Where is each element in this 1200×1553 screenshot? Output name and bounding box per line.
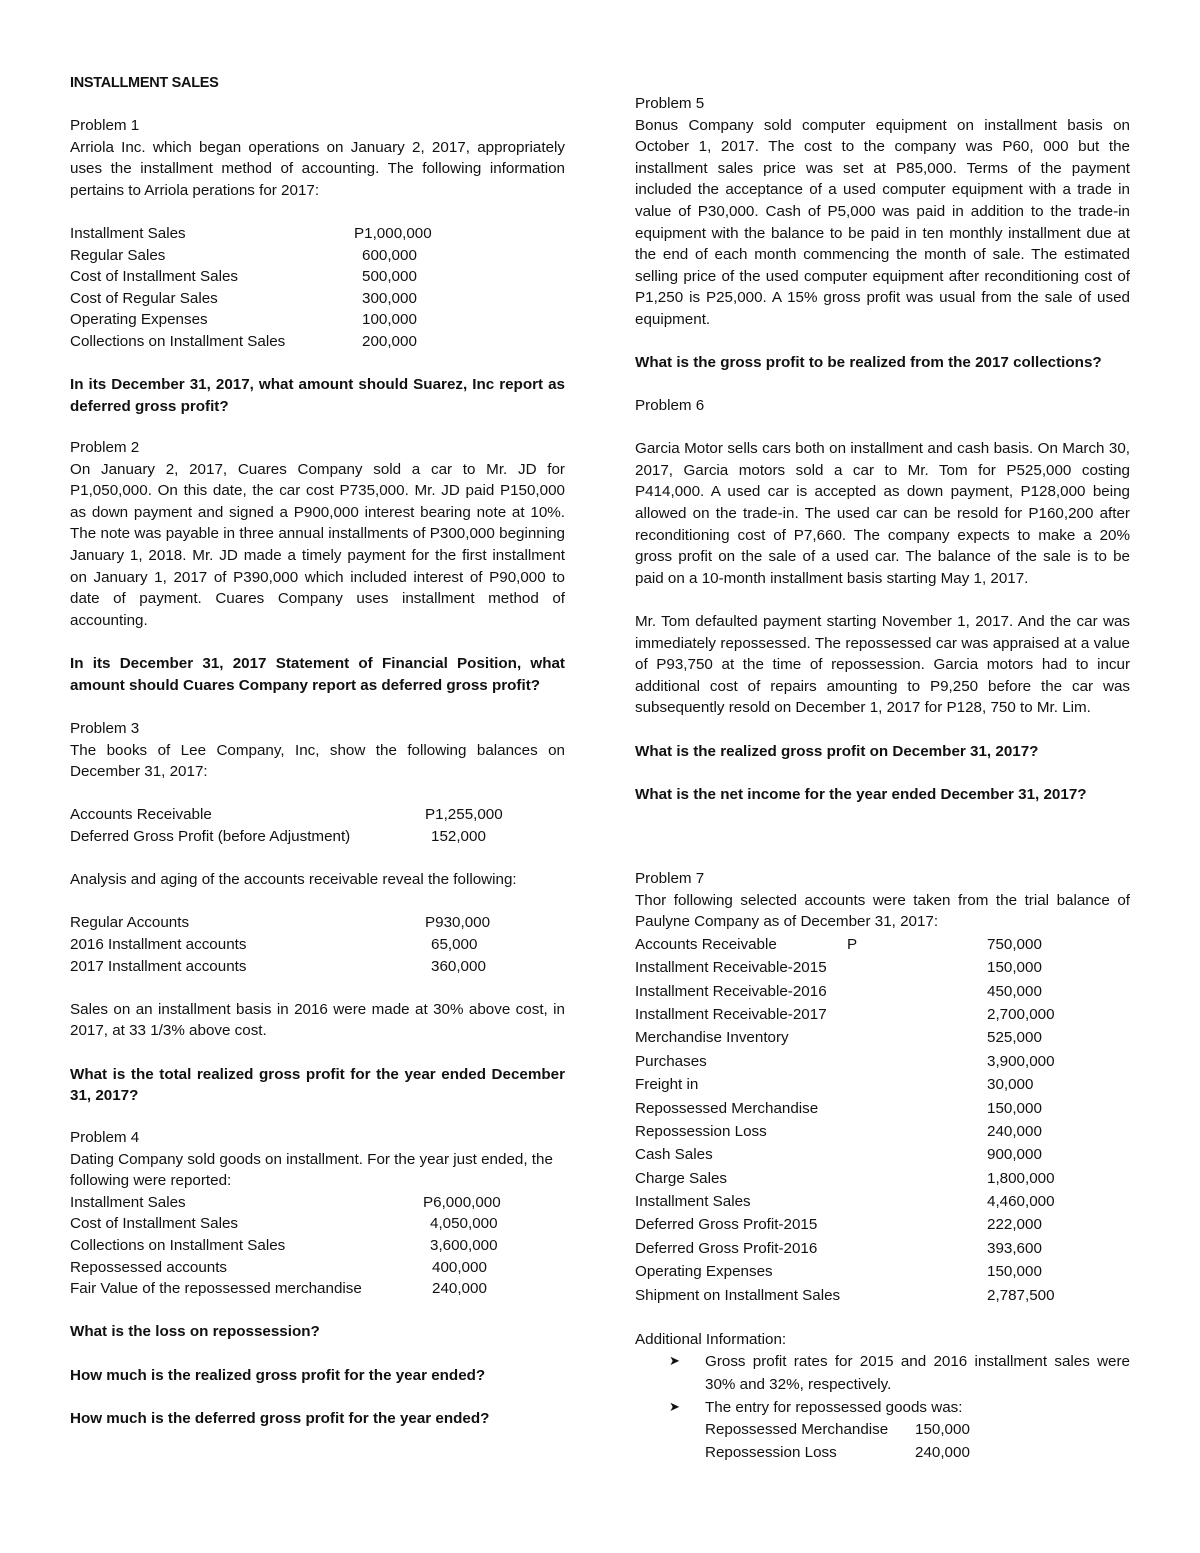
table-row: Installment Receivable-2016 450,000	[635, 982, 1042, 1000]
problem-1-heading: Problem 1	[70, 117, 140, 134]
table-row: Accounts Receivable P1,255,000	[70, 806, 503, 824]
table-row: Operating Expenses 100,000	[70, 311, 417, 329]
table-row: Installment Sales P1,000,000	[70, 224, 432, 242]
problem-6-text-2: Mr. Tom defaulted payment starting November 1, 2017. And the car was immediately repossessed. The repossessed car was appraised at a value of P93,750 at the time of repossession. Garcia motors had to incur additional cost of repairs amounting to P9,250 before the car was subsequently resold on December 1, 2017 for P128, 750 to Mr. Lim.	[635, 612, 1130, 717]
problem-5-question: What is the gross profit to be realized from the 2017 collections?	[635, 354, 1102, 372]
problem-6-text-1: Garcia Motor sells cars both on installment and cash basis. On March 30, 2017, Garcia motors sold a car to Mr. Tom for P525,000 costing P414,000. A used car is accepted as down payment, P128,000 being allowed on the trade-in. The used car can be resold for P160,200 after reconditioning cost of P7,660. The company expects to make a 20% gross profit on the sale of a used car. The balance of the sale is to be paid on a 10-month installment basis starting May 1, 2017.	[635, 440, 1130, 587]
table-row: Installment Sales 4,460,000	[635, 1193, 1055, 1211]
table-row: Repossessed accounts 400,000	[70, 1258, 487, 1276]
table-row: Cost of Regular Sales 300,000	[70, 289, 417, 307]
problem-3-analysis: Analysis and aging of the accounts receivable reveal the following:	[70, 871, 517, 889]
table-row: Deferred Gross Profit-2016 393,600	[635, 1239, 1042, 1257]
currency-symbol: P	[847, 935, 858, 953]
problem-4	[70, 1127, 565, 1429]
problem-4-question-1: What is the loss on repossession?	[70, 1323, 320, 1341]
problem-7-text: Thor following selected accounts were taken from the trial balance of Paulyne Company as of December 31, 2017:	[635, 891, 1130, 931]
table-row: Operating Expenses 150,000	[635, 1263, 1042, 1281]
bullet-text: The entry for repossessed goods was:	[705, 1399, 963, 1417]
problem-3-note: Sales on an installment basis in 2016 were made at 30% above cost, in 2017, at 33 1/3% above cost.	[70, 1000, 565, 1040]
problem-3	[70, 718, 565, 1107]
table-row: Cost of Installment Sales 500,000	[70, 268, 417, 286]
table-row: Regular Accounts P930,000	[70, 914, 491, 932]
problem-7-trial-balance	[635, 933, 1130, 1307]
arrow-bullet-icon: ➤	[669, 1399, 680, 1415]
entry-row: Repossession Loss 240,000	[705, 1444, 970, 1462]
table-row: Installment Receivable-2017 2,700,000	[635, 1005, 1055, 1023]
table-row: Installment Receivable-2015 150,000	[635, 959, 1042, 977]
problem-5-heading: Problem 5	[635, 95, 705, 112]
table-row: Fair Value of the repossessed merchandise 240,000	[70, 1280, 487, 1298]
arrow-bullet-icon: ➤	[669, 1353, 680, 1369]
table-row: Repossession Loss 240,000	[635, 1122, 1042, 1140]
problem-1-question: In its December 31, 2017, what amount should Suarez, Inc report as deferred gross profit?	[70, 376, 565, 415]
problem-6	[635, 395, 1130, 805]
table-row: Collections on Installment Sales 3,600,000	[70, 1236, 498, 1254]
journal-entry	[635, 1419, 1130, 1465]
table-row: Deferred Gross Profit (before Adjustment) 152,000	[70, 827, 486, 845]
table-row: Deferred Gross Profit-2015 222,000	[635, 1216, 1042, 1234]
problem-3-balances	[70, 804, 565, 847]
problem-3-heading: Problem 3	[70, 720, 140, 737]
table-row: Cost of Installment Sales 4,050,000	[70, 1215, 498, 1233]
problem-6-question-2: What is the net income for the year ended December 31, 2017?	[635, 785, 1087, 803]
table-row: 2017 Installment accounts 360,000	[70, 957, 486, 975]
problem-4-text: Dating Company sold goods on installment. For the year just ended, the following were reported:	[70, 1150, 553, 1190]
entry-row: Repossessed Merchandise 150,000	[705, 1421, 970, 1439]
document-title: INSTALLMENT SALES	[70, 75, 219, 91]
problem-6-question-1: What is the realized gross profit on December 31, 2017?	[635, 742, 1039, 760]
problem-2-heading: Problem 2	[70, 439, 140, 456]
problem-1	[70, 115, 565, 417]
problem-7-heading: Problem 7	[635, 870, 705, 887]
bullet-text: Gross profit rates for 2015 and 2016 installment sales were 30% and 32%, respectively.	[705, 1353, 1130, 1394]
problem-4-question-2: How much is the realized gross profit for the year ended?	[70, 1366, 486, 1384]
table-row: Repossessed Merchandise 150,000	[635, 1099, 1042, 1117]
problem-4-table	[70, 1192, 565, 1300]
problem-4-question-3: How much is the deferred gross profit for the year ended?	[70, 1409, 490, 1427]
additional-info-heading: Additional Information:	[635, 1330, 787, 1348]
problem-2-question: In its December 31, 2017 Statement of Financial Position, what amount should Cuares Company report as deferred gross profit?	[70, 654, 565, 694]
bullet-item	[635, 1350, 1130, 1396]
table-row: 2016 Installment accounts 65,000	[70, 935, 478, 953]
problem-2	[70, 437, 565, 696]
table-row: Charge Sales 1,800,000	[635, 1169, 1055, 1187]
problem-1-table	[70, 223, 565, 353]
table-row: Freight in 30,000	[635, 1076, 1034, 1094]
problem-5	[635, 93, 1130, 374]
problem-5-text: Bonus Company sold computer equipment on installment basis on October 1, 2017. The cost to the company was P60, 000 but the installment sales price was set at P85,000. Terms of the payment included the acceptance of a used computer equipment with a trade in value of P30,000. Cash of P5,000 was paid in addition to the trade-in equipment with the balance to be paid in ten monthly installment due at the end of each month commencing the month of sale. The estimated selling price of the used computer equipment after reconditioning cost of P1,250 is P25,000. A 15% gross profit was usual from the sale of used equipment.	[635, 116, 1130, 328]
table-row: Purchases 3,900,000	[635, 1052, 1055, 1070]
table-row: Installment Sales P6,000,000	[70, 1193, 501, 1211]
table-row: Accounts Receivable P 750,000	[635, 933, 1130, 956]
table-row: Regular Sales 600,000	[70, 246, 417, 264]
problem-3-text: The books of Lee Company, Inc, show the following balances on December 31, 2017:	[70, 741, 565, 781]
problem-6-heading: Problem 6	[635, 397, 705, 414]
problem-3-question: What is the total realized gross profit for the year ended December 31, 2017?	[70, 1065, 565, 1105]
table-row: Cash Sales 900,000	[635, 1146, 1042, 1164]
problem-1-text: Arriola Inc. which began operations on January 2, 2017, appropriately uses the installment method of accounting. The following information pertains to Arriola perations for 2017:	[70, 138, 565, 199]
problem-2-text: On January 2, 2017, Cuares Company sold a car to Mr. JD for P1,050,000. On this date, the car cost P735,000. Mr. JD paid P150,000 as down payment and signed a P900,000 interest bearing note at 10%. The note was payable in three annual installments of P300,000 beginning January 1, 2018. Mr. JD made a timely payment for the first installment on January 1, 2017 of P390,000 which included interest of P90,000 to date of payment. Cuares Company uses installment method of accounting.	[70, 460, 565, 629]
problem-4-heading: Problem 4	[70, 1129, 140, 1146]
table-row: Collections on Installment Sales 200,000	[70, 332, 417, 350]
table-row: Merchandise Inventory 525,000	[635, 1029, 1042, 1047]
bullet-item	[635, 1396, 1130, 1419]
problem-7	[635, 868, 1130, 1465]
problem-3-aging	[70, 912, 565, 977]
table-row: Shipment on Installment Sales 2,787,500	[635, 1286, 1055, 1304]
